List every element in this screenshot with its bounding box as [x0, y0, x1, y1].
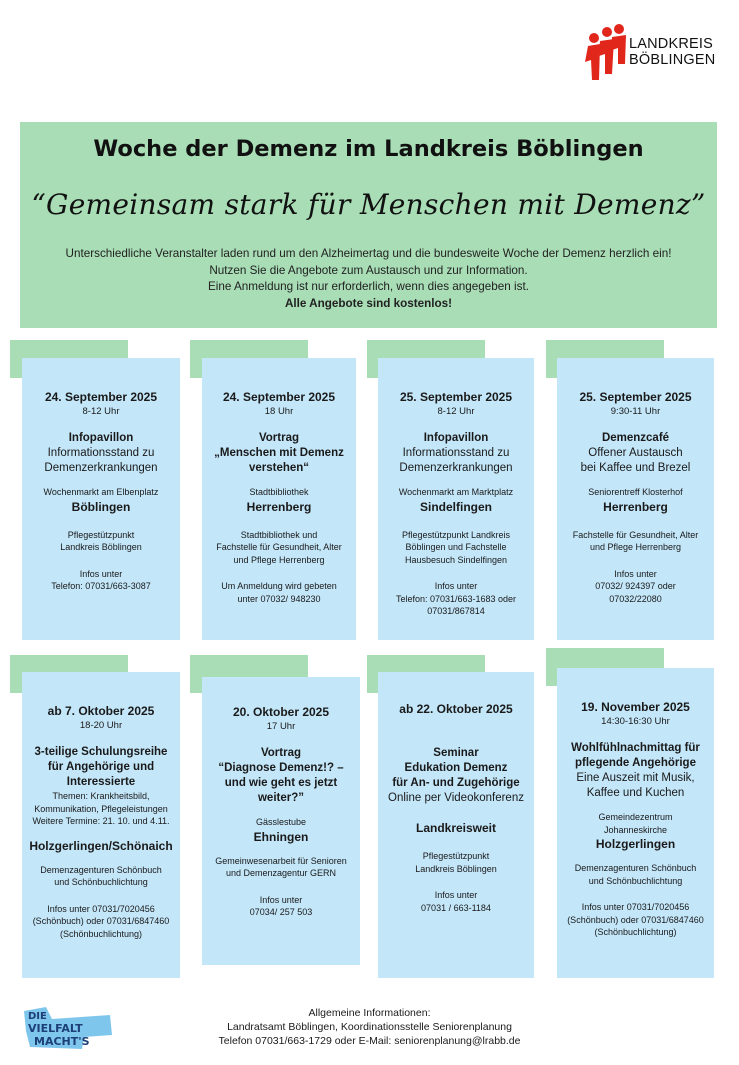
- event-desc: Eine Auszeit mit Musik,: [576, 772, 695, 784]
- event-city: Herrenberg: [603, 499, 668, 514]
- event-organizer: und Schönbuchlichtung: [588, 875, 683, 886]
- event-contact: 07034/ 257 503: [249, 907, 313, 917]
- event-city: Holzgerlingen: [595, 837, 676, 851]
- event-type: für An- und Zugehörige: [392, 777, 520, 789]
- event-city: Herrenberg: [246, 499, 312, 514]
- event-type: Infopavillon: [423, 432, 489, 444]
- event-time: 8-12 Uhr: [82, 406, 120, 417]
- event-date: 25. September 2025: [399, 390, 513, 404]
- intro-line: Nutzen Sie die Angebote zum Austausch und zur Information.: [209, 263, 528, 277]
- event-card: [557, 668, 714, 978]
- badge-line3: MACHT'S: [34, 1035, 90, 1048]
- event-organizer: und Pflege Herrenberg: [589, 542, 682, 552]
- event-organizer: Stadtbibliothek und: [240, 529, 318, 540]
- event-topics: Kommunikation, Pflegeleistungen: [34, 803, 168, 814]
- event-organizer: Landkreis Böblingen: [415, 863, 497, 874]
- event-time: 9:30-11 Uhr: [610, 406, 661, 417]
- event-organizer: Hausbesuch Sindelfingen: [404, 554, 508, 565]
- event-date: 24. September 2025: [222, 390, 336, 404]
- event-desc: Informationsstand zu: [47, 447, 155, 459]
- event-organizer: Pflegestützpunkt: [422, 851, 490, 861]
- event-organizer: Böblingen und Fachstelle: [405, 542, 507, 552]
- event-city: Holzgerlingen/Schönaich: [29, 838, 173, 853]
- event-city: Ehningen: [253, 829, 309, 844]
- event-organizer: und Pflege Herrenberg: [233, 554, 325, 565]
- event-organizer: und Schönbuchlichtung: [54, 877, 148, 887]
- event-type: Edukation Demenz: [404, 762, 508, 774]
- event-desc: bei Kaffee und Brezel: [580, 462, 691, 474]
- event-venue: Wochenmarkt am Elbenplatz: [43, 487, 159, 497]
- event-type: Demenzcafé: [601, 432, 670, 444]
- event-city: Sindelfingen: [420, 499, 492, 514]
- event-contact: Infos unter: [434, 890, 478, 900]
- event-topics: Weitere Termine: 21. 10. und 4.11.: [32, 816, 170, 826]
- event-date: ab 22. Oktober 2025: [399, 702, 513, 716]
- footer-line: Landratsamt Böblingen, Koordinationsstelle Seniorenplanung: [227, 1021, 512, 1033]
- event-organizer: Landkreis Böblingen: [60, 542, 142, 552]
- event-contact: Telefon: 07031/663-3087: [51, 581, 151, 591]
- event-venue: Stadtbibliothek: [249, 487, 309, 497]
- event-type: Infopavillon: [68, 432, 134, 444]
- event-venue: Seniorentreff Klosterhof: [588, 487, 683, 497]
- event-type: Vortrag: [260, 747, 302, 759]
- event-card: [22, 672, 180, 978]
- header-box: [20, 122, 717, 328]
- event-contact: Infos unter: [79, 568, 123, 579]
- event-desc: Kaffee und Kuchen: [586, 787, 685, 799]
- event-contact: (Schönbuchlichtung): [59, 928, 143, 939]
- badge-line2: VIELFALT: [28, 1022, 83, 1035]
- page-title: Woche der Demenz im Landkreis Böblingen: [93, 136, 644, 162]
- intro-text: [20, 246, 717, 312]
- event-contact: (Schönbuch) oder 07031/6847460: [32, 916, 170, 926]
- event-contact: Infos unter: [259, 894, 303, 905]
- event-card: [202, 677, 360, 965]
- intro-line: Unterschiedliche Veranstalter laden rund um den Alzheimertag und die bundesweite Woche der Demenz herzlich ein!: [65, 247, 672, 260]
- event-contact: Infos unter: [434, 581, 478, 591]
- event-date: 20. Oktober 2025: [232, 705, 330, 719]
- footer-line: Allgemeine Informationen:: [308, 1007, 431, 1019]
- event-venue: Gässlestube: [255, 817, 307, 827]
- event-time: 14:30-16:30 Uhr: [601, 716, 670, 727]
- event-contact: 07032/22080: [609, 593, 662, 604]
- event-organizer: Fachstelle für Gesundheit, Alter: [572, 529, 699, 540]
- event-contact: (Schönbuch) oder 07031/6847460: [567, 914, 704, 925]
- event-organizer: Demenzagenturen Schönbuch: [574, 863, 697, 873]
- event-organizer: und Demenzagentur GERN: [225, 868, 337, 878]
- event-title: weiter?”: [257, 792, 304, 804]
- intro-line: Eine Anmeldung ist nur erforderlich, wenn dies angegeben ist.: [208, 280, 529, 293]
- event-venue: Gemeindezentrum: [598, 812, 673, 822]
- event-organizer: Demenzagenturen Schönbuch: [40, 864, 162, 875]
- event-contact: Infos unter: [614, 568, 657, 579]
- event-title: verstehen“: [248, 462, 310, 474]
- event-contact: Infos unter 07031/7020456: [47, 903, 155, 914]
- event-contact: Infos unter 07031/7020456: [581, 902, 690, 912]
- event-date: ab 7. Oktober 2025: [47, 704, 155, 718]
- event-contact: 07031/867814: [427, 606, 485, 616]
- event-contact: unter 07032/ 948230: [237, 593, 321, 604]
- landkreis-logo: [584, 24, 734, 80]
- event-title: „Menschen mit Demenz: [214, 447, 344, 459]
- event-organizer: Pflegestützpunkt Landkreis: [401, 529, 511, 540]
- event-card: [22, 358, 180, 640]
- event-desc: Demenzerkrankungen: [44, 462, 158, 474]
- event-type: Seminar: [433, 747, 479, 759]
- logo-line1: LANDKREIS: [629, 36, 713, 52]
- event-type: Interessierte: [66, 776, 136, 788]
- event-date: 24. September 2025: [44, 390, 158, 404]
- event-title: “Diagnose Demenz!? –: [218, 762, 344, 774]
- footer-contact: Telefon 07031/663-1729 oder E-Mail: seniorenplanung@lrabb.de: [218, 1035, 521, 1047]
- event-venue: Johanneskirche: [603, 824, 668, 835]
- event-type: pflegende Angehörige: [575, 757, 696, 769]
- event-card: [202, 358, 356, 640]
- event-desc: Online per Videokonferenz: [388, 792, 524, 804]
- event-card: [378, 672, 534, 978]
- event-date: 19. November 2025: [581, 700, 690, 714]
- event-time: 17 Uhr: [266, 721, 296, 732]
- event-contact: 07031 / 663-1184: [421, 902, 491, 913]
- event-venue: Wochenmarkt am Marktplatz: [398, 487, 514, 497]
- event-type: 3-teilige Schulungsreihe: [34, 746, 168, 758]
- event-desc: Informationsstand zu: [402, 447, 510, 459]
- event-type: Vortrag: [258, 432, 300, 444]
- event-card: [557, 358, 714, 640]
- event-card: [378, 358, 534, 640]
- event-time: 8-12 Uhr: [437, 406, 475, 417]
- event-title: und wie geht es jetzt: [224, 777, 338, 789]
- event-contact: (Schönbuchlichtung): [594, 927, 677, 937]
- event-contact: Telefon: 07031/663-1683 oder: [395, 593, 517, 604]
- event-desc: Demenzerkrankungen: [399, 462, 513, 474]
- event-contact: 07032/ 924397 oder: [595, 581, 676, 591]
- intro-free-note: Alle Angebote sind kostenlos!: [284, 296, 453, 310]
- motto: “Gemeinsam stark für Menschen mit Demenz”: [31, 188, 706, 221]
- event-desc: Offener Austausch: [588, 447, 683, 459]
- event-city: Böblingen: [71, 499, 131, 514]
- logo-line2: BÖBLINGEN: [629, 52, 716, 68]
- event-organizer: Pflegestützpunkt: [67, 529, 135, 540]
- event-organizer: Fachstelle für Gesundheit, Alter: [216, 542, 342, 552]
- figures-logo-icon: [584, 24, 628, 80]
- badge-line1: DIE: [28, 1011, 47, 1022]
- event-date: 25. September 2025: [579, 390, 692, 404]
- event-time: 18 Uhr: [264, 406, 294, 417]
- event-organizer: Gemeinwesenarbeit für Senioren: [215, 855, 347, 866]
- footer: [0, 1006, 739, 1048]
- event-contact: Um Anmeldung wird gebeten: [221, 581, 337, 591]
- event-type: für Angehörige und: [47, 761, 155, 773]
- event-topics: Themen: Krankheitsbild,: [52, 791, 150, 801]
- event-time: 18-20 Uhr: [79, 720, 123, 731]
- event-type: Wohlfühlnachmittag für: [571, 742, 700, 754]
- event-city: Landkreisweit: [415, 821, 497, 835]
